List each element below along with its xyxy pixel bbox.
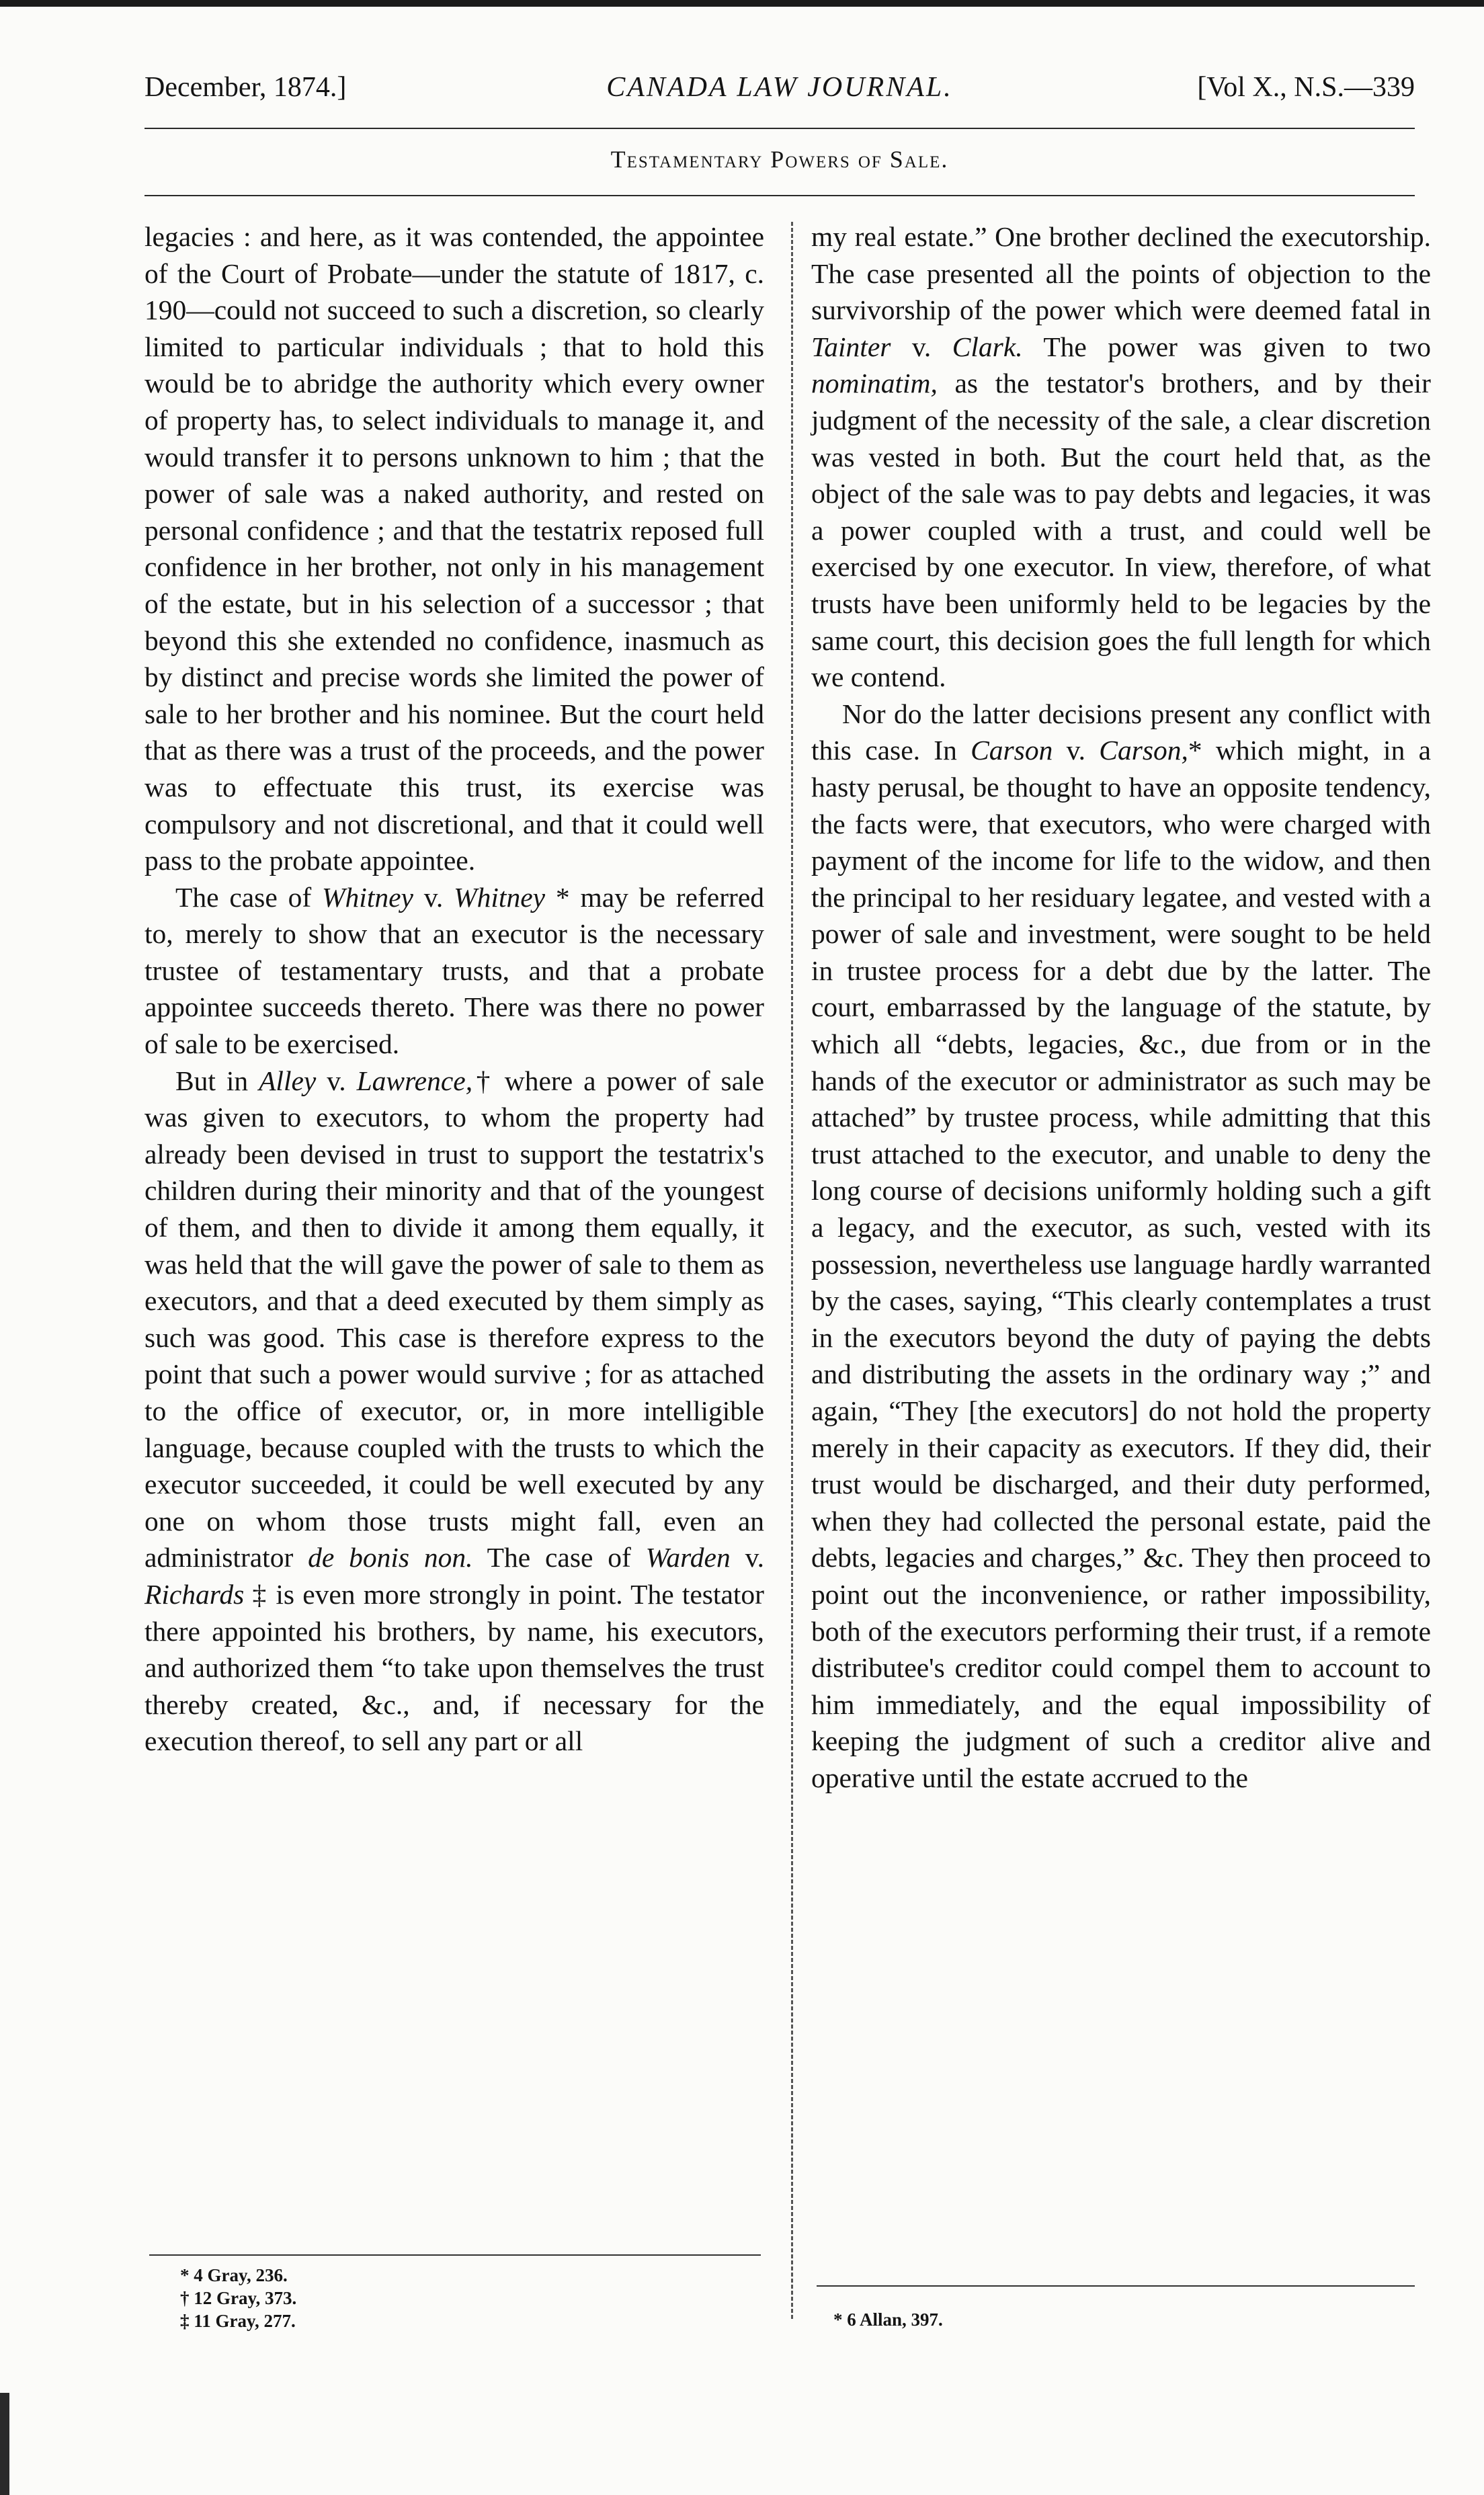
left-paragraph-2: The case of Whitney v. Whitney * may be referred to, merely to show that an executor is the necessary trustee of testamentary trusts, and that a probate appointee succeeds thereto. There was there no power of sale to be exercised. <box>145 881 765 1060</box>
case-name: Tainter <box>811 331 891 362</box>
case-name: Warden <box>645 1542 731 1573</box>
issue-date: December, 1874.] <box>145 72 347 103</box>
column-divider <box>791 222 793 2319</box>
footnote: * 4 Gray, 236. <box>180 2265 288 2285</box>
case-name: Lawrence, <box>356 1065 473 1096</box>
running-head <box>145 65 1415 112</box>
right-column <box>811 218 1431 1797</box>
left-footnote-rule <box>149 2254 761 2256</box>
scan-top-border <box>0 0 1484 7</box>
latin-phrase: nominatim, <box>811 368 938 399</box>
scan-left-edge <box>0 2393 9 2495</box>
case-name: Richards <box>145 1578 245 1610</box>
footnote: † 12 Gray, 373. <box>180 2288 297 2308</box>
section-title: Testamentary Powers of Sale. <box>610 146 949 173</box>
footnote: * 6 Allan, 397. <box>833 2309 943 2330</box>
right-footnotes <box>833 2308 943 2331</box>
latin-phrase: de bonis non. <box>308 1542 473 1573</box>
case-name: Clark. <box>952 331 1023 362</box>
left-footnotes <box>180 2264 296 2332</box>
volume-page: [Vol X., N.S.—339 <box>1197 72 1415 103</box>
left-column <box>145 218 764 1760</box>
header-rule <box>145 128 1415 129</box>
journal-title: CANADA LAW JOURNAL. <box>606 72 953 103</box>
section-rule <box>145 195 1415 196</box>
footnote: ‡ 11 Gray, 277. <box>180 2311 296 2331</box>
right-paragraph-2: Nor do the latter decisions present any conflict with this case. In Carson v. Carson,* which might, in a hasty perusal, be thought to have an opposite tendency, the facts were, that executors, who were charged with payment of the income for life to the widow, and then the principal to her residuary legatee, and vested with a power of sale and investment, were sought to be held in trustee process for a debt due by the latter. The court, embarrassed by the language of the statute, by which all “debts, legacies, &c., due from or in the hands of the executor or administrator as such may be attached” by trustee process, while admitting that this trust attached to the executor, and unable to deny the long course of decisions uniformly holding such a gift a legacy, and the executor, as such, vested with its possession, nevertheless use language hardly warranted by the cases, saying, “This clearly contemplates a trust in the executors beyond the duty of paying the debts and distributing the assets in the ordinary way ;” and again, “They [the executors] do not hold the property merely in their capacity as executors. If they did, their trust would be discharged, and their duty performed, when they had collected the personal estate, paid the debts, legacies and charges,” &c. They then proceed to point out the inconvenience, or rather impossibility, both of the executors performing their trust, if a remote distributee's creditor could compel them to account to him immediately, and the equal impossibility of keeping the judgment of such a creditor alive and operative until the estate accrued to the <box>811 698 1431 1793</box>
right-footnote-rule <box>817 2285 1415 2287</box>
case-name: Carson <box>971 735 1053 766</box>
left-paragraph-3: But in Alley v. Lawrence,† where a power of sale was given to executors, to whom the property had already been devised in trust to support the testatrix's children during their minority and that of the youngest of them, and then to divide it among them equally, it was held that the will gave the power of sale to them as executors, and that a deed executed by them simply as such was good. This case is therefore express to the point that such a power would survive ; for as attached to the office of executor, or, in more intelligible language, because coupled with the trusts to which the executor succeeded, it could be well executed by any one on whom those trusts might fall, even an administrator de bonis non. The case of Warden v. Richards ‡ is even more strongly in point. The testator there appointed his brothers, by name, his executors, and authorized them “to take upon themselves the trust thereby created, &c., and, if necessary for the execution thereof, to sell any part or all <box>145 1065 764 1757</box>
right-paragraph-1: my real estate.” One brother declined the executorship. The case presented all the points of objection to the survivorship of the power which were deemed fatal in Tainter v. Clark. The power was given to two nominatim, as the testator's brothers, and by their judgment of the necessity of the sale, a clear discretion was vested in both. But the court held that, as the object of the sale was to pay debts and legacies, it was a power coupled with a trust, and could well be exercised by one executor. In view, therefore, of what trusts have been uniformly held to be legacies by the same court, this decision goes the full length for which we contend. <box>811 221 1431 693</box>
case-name: Whitney <box>454 881 546 913</box>
case-name: Carson, <box>1099 735 1188 766</box>
case-name: Whitney <box>321 881 413 913</box>
case-name: Alley <box>259 1065 317 1096</box>
left-paragraph-1: legacies : and here, as it was contended, the appointee of the Court of Probate—under the statute of 1817, c. 190—could not succeed to such a discretion, so clearly limited to particular individuals ; that to hold this would be to abridge the authority which every owner of property has, to select individuals to manage it, and would transfer it to persons unknown to him ; that the power of sale was a naked authority, and rested on personal confidence ; and that the testatrix reposed full confidence in her brother, not only in his management of the estate, but in his selection of a successor ; that beyond this she extended no confidence, inasmuch as by distinct and precise words she limited the power of sale to her brother and his nominee. But the court held that as there was a trust of the proceeds, and the power was to effectuate this trust, its exercise was compulsory and not discretional, and that it could well pass to the probate appointee. <box>145 221 764 876</box>
